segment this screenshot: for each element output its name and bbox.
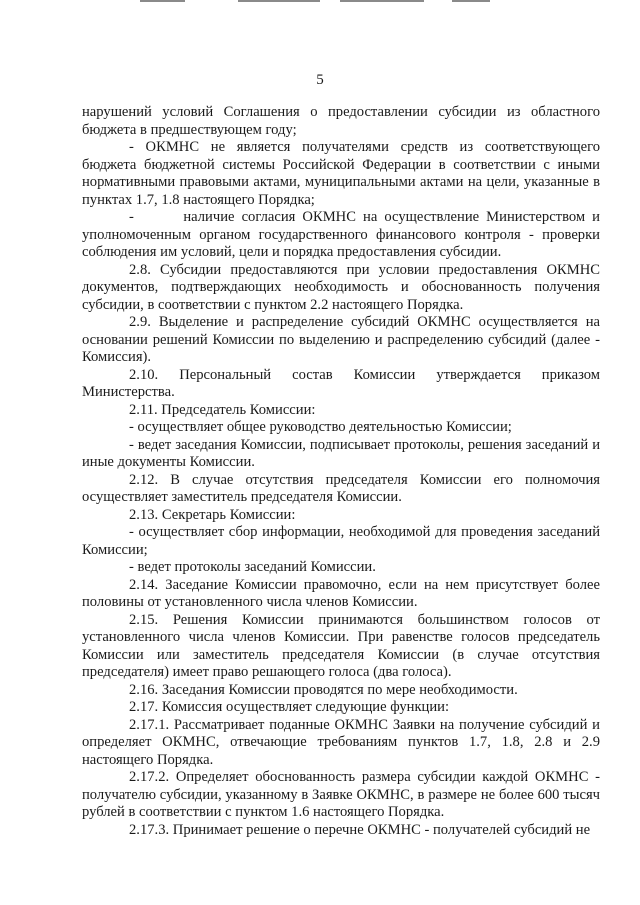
paragraph: - осуществляет общее руководство деятельностью Комиссии; <box>129 419 512 435</box>
paragraph: 2.17.3. Принимает решение о перечне ОКМНС - получателей субсидий не <box>129 821 591 838</box>
paragraph: 2.14. Заседание Комиссии правомочно, если на нем присутствует более половины от установленного числа членов Комиссии. <box>82 576 600 610</box>
paragraph: 2.12. В случае отсутствия председателя Комиссии его полномочия осуществляет заместитель председателя Комиссии. <box>82 471 600 505</box>
document-body <box>82 104 600 839</box>
scan-artifact-line <box>340 0 424 2</box>
paragraph: 2.16. Заседания Комиссии проводятся по мере необходимости. <box>129 681 518 698</box>
paragraph: нарушений условий Соглашения о предоставлении субсидии из областного бюджета в предшествующем году; <box>82 104 600 138</box>
scan-artifact-line <box>238 0 320 2</box>
paragraph: 2.15. Решения Комиссии принимаются большинством голосов от установленного числа членов Комиссии. При равенстве голосов председатель Комиссии или заместитель председателя Комиссии (в случае отсутствия председателя) имеет право решающего голоса (два голоса). <box>82 611 600 680</box>
paragraph: 2.13. Секретарь Комиссии: <box>129 506 296 523</box>
page-number: 5 <box>316 72 324 88</box>
paragraph: 2.9. Выделение и распределение субсидий ОКМНС осуществляется на основании решений Комиссии по выделению и распределению субсидий (далее - Комиссия). <box>82 314 600 365</box>
paragraph: - ведет заседания Комиссии, подписывает протоколы, решения заседаний и иные документы Комиссии. <box>82 436 600 470</box>
paragraph: 2.11. Председатель Комиссии: <box>129 401 316 418</box>
paragraph: 2.10. Персональный состав Комиссии утверждается приказом Министерства. <box>82 366 600 400</box>
paragraph: 2.17.2. Определяет обоснованность размера субсидии каждой ОКМНС - получателю субсидии, указанному в Заявке ОКМНС, в размере не более 600 тысяч рублей в соответствии с пунктом 1.6 настоящего Порядка. <box>82 769 600 820</box>
paragraph: 2.17. Комиссия осуществляет следующие функции: <box>129 699 450 715</box>
paragraph: - ОКМНС не является получателями средств из соответствующего бюджета бюджетной системы Российской Федерации в соответствии с иными нормативными правовыми актами, муниципальными актами на цели, указанные в пунктах 1.7, 1.8 настоящего Порядка; <box>82 139 600 208</box>
paragraph: 2.17.1. Рассматривает поданные ОКМНС Заявки на получение субсидий и определяет ОКМНС, отвечающие требованиям пунктов 1.7, 1.8, 2.8 и 2.9 настоящего Порядка. <box>82 716 600 768</box>
paragraph: 2.8. Субсидии предоставляются при условии предоставления ОКМНС документов, подтверждающих необходимость и обоснованность получения субсидии, в соответствии с пунктом 2.2 настоящего Порядка. <box>82 261 600 313</box>
paragraph: - наличие согласия ОКМНС на осуществление Министерством и уполномоченным органом государственного финансового контроля - проверки соблюдения им условий, цели и порядка предоставления субсидии. <box>82 209 600 260</box>
paragraph: - ведет протоколы заседаний Комиссии. <box>129 559 376 575</box>
paragraph: - осуществляет сбор информации, необходимой для проведения заседаний Комиссии; <box>82 524 600 558</box>
scan-artifact-line <box>452 0 490 2</box>
scan-artifact-line <box>140 0 185 2</box>
